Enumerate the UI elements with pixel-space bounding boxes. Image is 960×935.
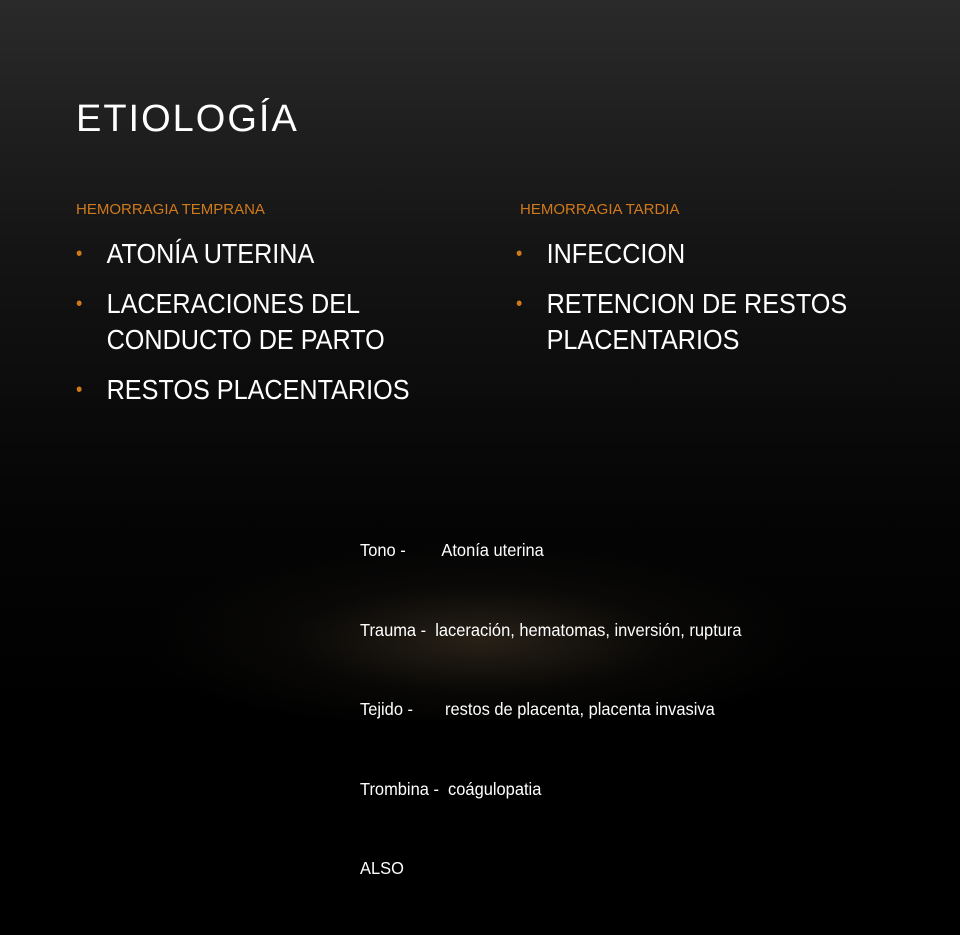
bullet-list-temprana	[76, 236, 456, 422]
heading-hemorragia-tardia: HEMORRAGIA TARDIA	[520, 201, 680, 218]
note-line: Tejido - restos de placenta, placenta invasiva	[360, 699, 715, 719]
bullet-list-tardia	[516, 236, 916, 372]
note-line: Trombina - coágulopatia	[360, 778, 542, 799]
bullet-text: LACERACIONES DEL CONDUCTO DE PARTO	[106, 288, 385, 355]
bullet-item	[76, 286, 418, 358]
note-line: Tono - Atonía uterina	[360, 540, 544, 560]
bullet-text: RETENCION DE RESTOS PLACENTARIOS	[546, 288, 848, 355]
slide-title: ETIOLOGÍA	[76, 98, 299, 140]
heading-hemorragia-temprana: HEMORRAGIA TEMPRANA	[76, 201, 265, 218]
bullet-item	[516, 286, 876, 358]
note-line: ALSO	[360, 858, 404, 878]
bullet-text: RESTOS PLACENTARIOS	[106, 374, 410, 405]
note-line: Trauma - laceración, hematomas, inversión, ruptura	[360, 619, 742, 640]
bullet-text: ATONÍA UTERINA	[106, 238, 315, 269]
note-4t-list	[360, 484, 742, 935]
bullet-item	[76, 236, 418, 272]
bullet-icon: •	[516, 243, 523, 265]
bullet-icon: •	[76, 293, 83, 315]
bullet-icon: •	[516, 293, 523, 315]
bullet-item	[76, 372, 418, 408]
bullet-icon: •	[76, 379, 83, 401]
bullet-item	[516, 236, 876, 272]
bullet-icon: •	[76, 243, 83, 265]
bullet-text: INFECCION	[546, 238, 686, 269]
